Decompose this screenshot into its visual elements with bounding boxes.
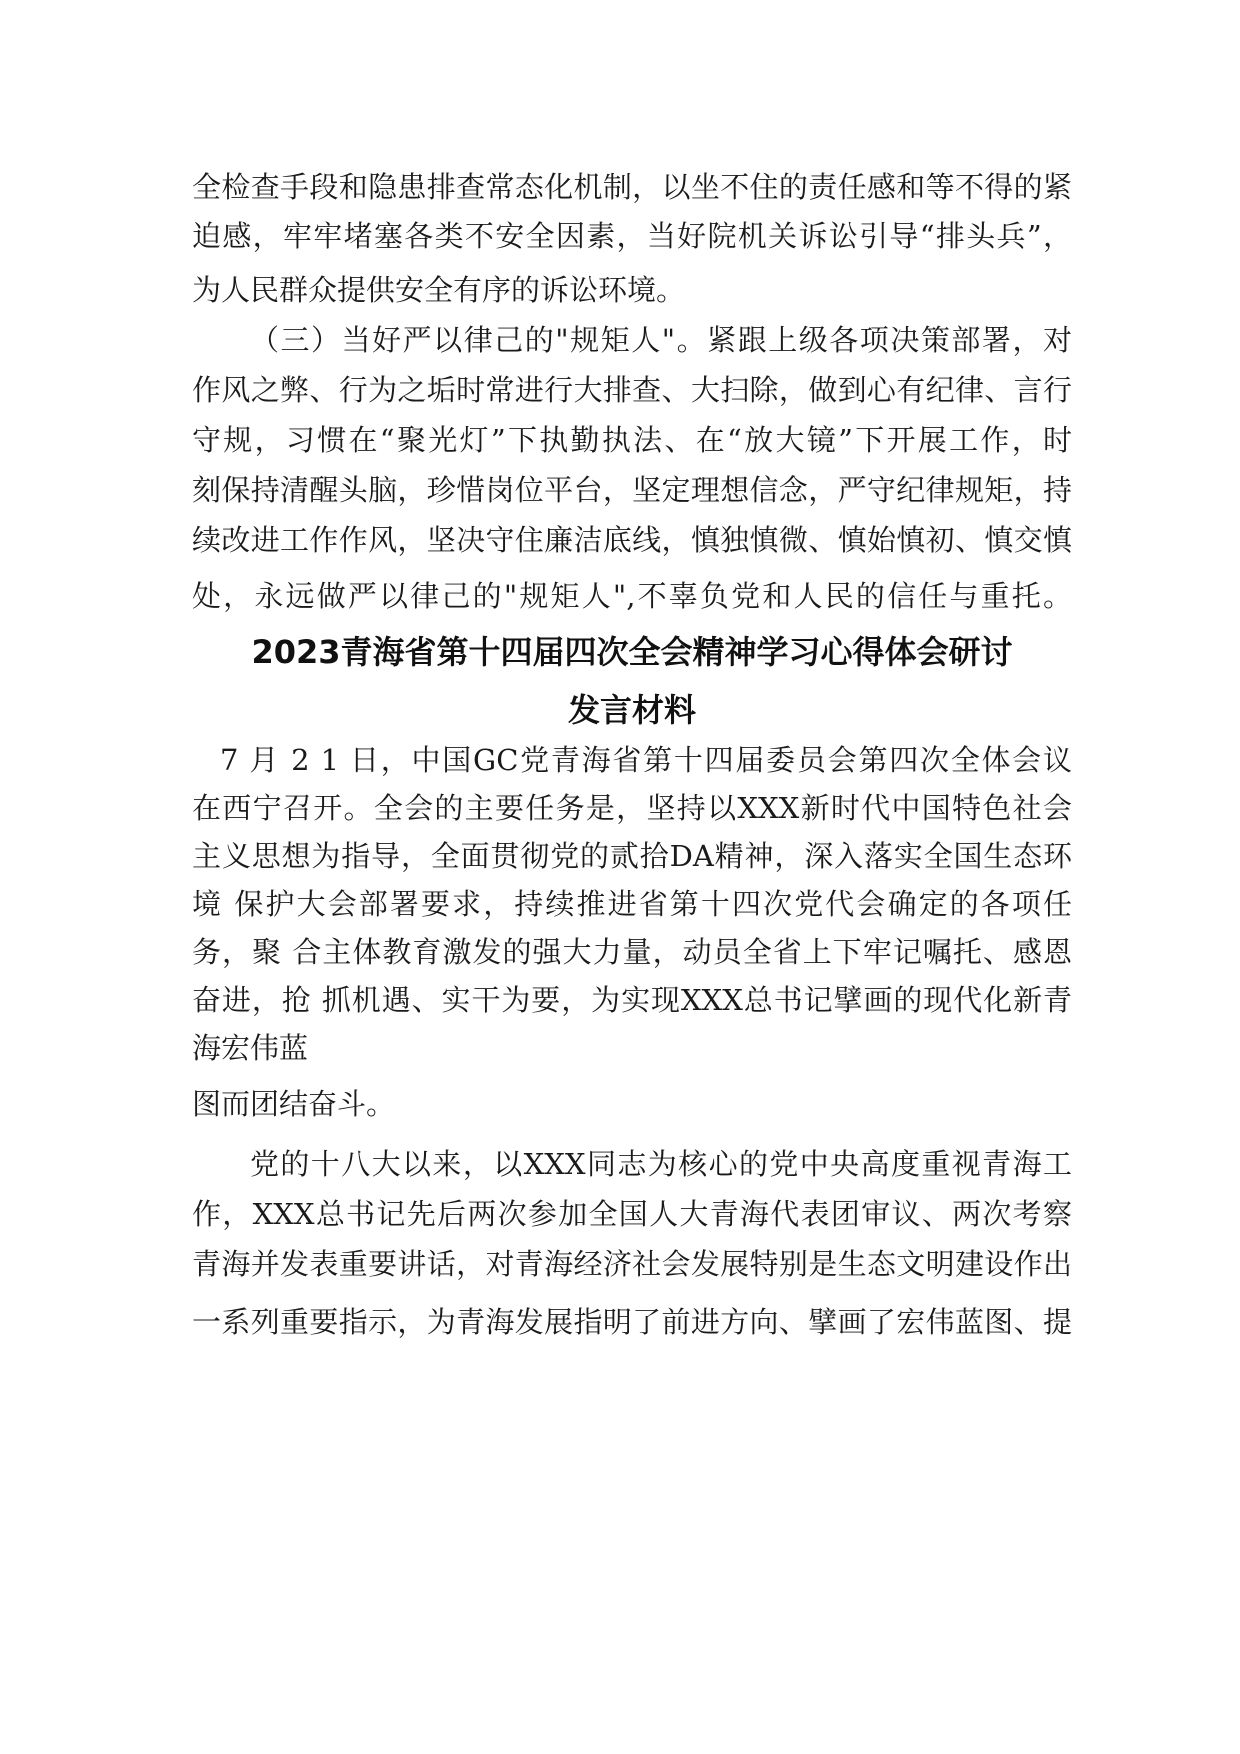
body-text-line: 全检查手段和隐患排查常态化机制，以坐不住的责任感和等不得的紧 [192, 170, 1072, 204]
body-text-line: 作，XXX总书记先后两次参加全国人大青海代表团审议、两次考察 [192, 1197, 1072, 1231]
body-text-line: 续改进工作作风，坚决守住廉洁底线，慎独慎微、慎始慎初、慎交慎 [192, 523, 1072, 557]
body-text-line: 在西宁召开。全会的主要任务是，坚持以XXX新时代中国特色社会 [192, 791, 1072, 825]
body-text-line: 境 保护大会部署要求，持续推进省第十四次党代会确定的各项任 [192, 887, 1072, 921]
body-text-line: （三）当好严以律己的"规矩人"。紧跟上级各项决策部署，对 [250, 323, 1072, 357]
body-text-line: 处，永远做严以律己的"规矩人",不辜负党和人民的信任与重托。 [192, 579, 1072, 613]
body-text-line: 一系列重要指示，为青海发展指明了前进方向、擘画了宏伟蓝图、提 [192, 1305, 1072, 1339]
body-text-line: 迫感，牢牢堵塞各类不安全因素，当好院机关诉讼引导“排头兵”， [192, 219, 1072, 253]
body-text-line: 主义思想为指导，全面贯彻党的贰拾DA精神，深入落实全国生态环 [192, 839, 1072, 873]
article-title-subline: 发言材料 [567, 691, 696, 729]
body-text-line: 党的十八大以来，以XXX同志为核心的党中央高度重视青海工 [250, 1147, 1072, 1181]
body-text-line: 务，聚 合主体教育激发的强大力量，动员全省上下牢记嘱托、感恩 [192, 935, 1072, 969]
body-text-line: 7 月 2 1 日，中国GC党青海省第十四届委员会第四次全体会议 [220, 743, 1072, 777]
body-text-line: 作风之弊、行为之垢时常进行大排查、大扫除，做到心有纪律、言行 [192, 373, 1072, 407]
body-text-line: 奋进，抢 抓机遇、实干为要，为实现XXX总书记擘画的现代化新青 [192, 983, 1072, 1017]
body-text-line: 刻保持清醒头脑，珍惜岗位平台，坚定理想信念，严守纪律规矩，持 [192, 473, 1072, 507]
body-text-line: 青海并发表重要讲话，对青海经济社会发展特别是生态文明建设作出 [192, 1247, 1072, 1281]
body-text-line: 图而团结奋斗。 [192, 1087, 396, 1121]
body-text-line: 为人民群众提供安全有序的诉讼环境。 [192, 273, 686, 307]
article-title: 2023青海省第十四届四次全会精神学习心得体会研讨 [251, 633, 1013, 671]
body-text-line: 海宏伟蓝 [192, 1031, 309, 1065]
body-text-line: 守规，习惯在“聚光灯”下执勤执法、在“放大镜”下开展工作，时 [192, 423, 1072, 457]
